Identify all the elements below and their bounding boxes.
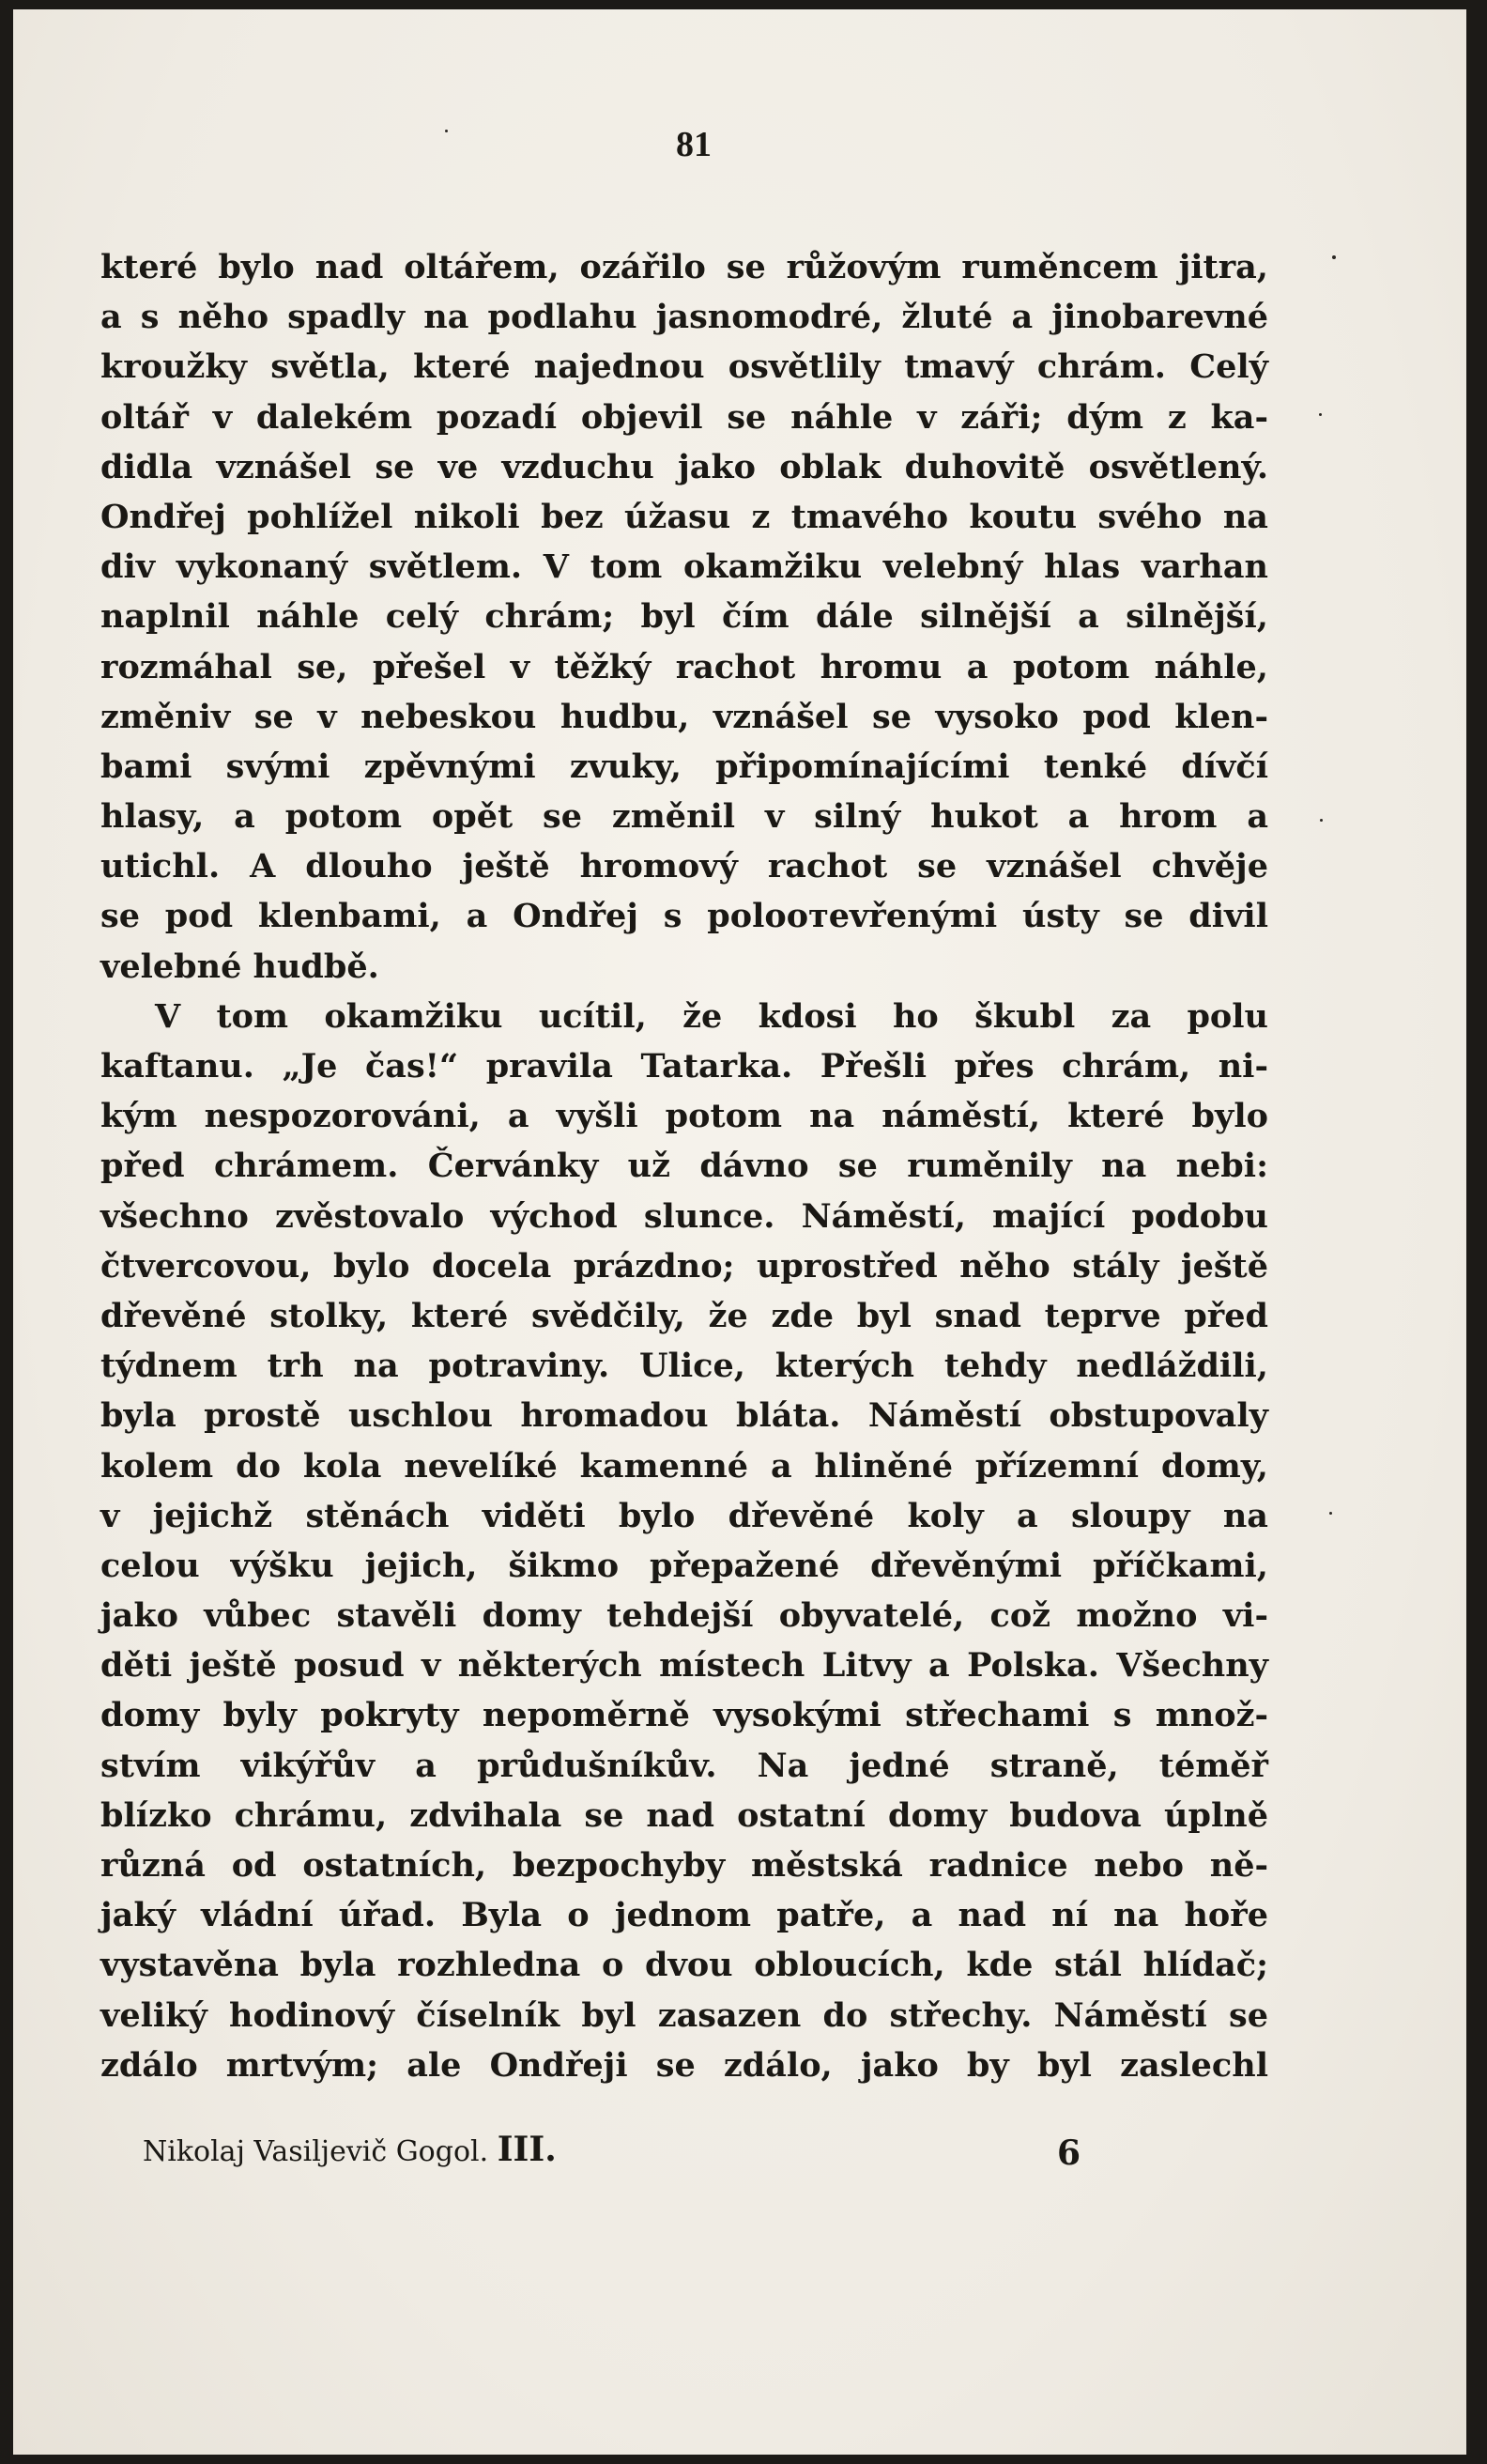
text-line: naplnil náhle celý chrám; byl čím dále silnější a silnější, bbox=[100, 597, 1268, 637]
footer-author: Nikolaj Vasiljevič Gogol. bbox=[143, 2135, 489, 2168]
page-number: 81 bbox=[676, 125, 712, 164]
text-line: hlasy, a potom opět se změnil v silný hukot a hrom a bbox=[100, 797, 1268, 837]
text-line: stvím vikýřův a průdušníkův. Na jedné straně, téměř bbox=[100, 1746, 1268, 1785]
scan-speck bbox=[1329, 1512, 1332, 1515]
text-line: velebné hudbě. bbox=[100, 947, 379, 986]
text-line: kroužky světla, které najednou osvětlily tmavý chrám. Celý bbox=[100, 347, 1268, 387]
text-line: se pod klenbami, a Ondřej s poloотevřenými ústy se divil bbox=[100, 897, 1268, 936]
scan-speck bbox=[1332, 255, 1336, 259]
text-line: před chrámem. Červánky už dávno se ruměnily na nebi: bbox=[100, 1147, 1268, 1186]
book-page bbox=[13, 9, 1466, 2455]
text-line: bami svými zpěvnými zvuky, připomínajícími tenké dívčí bbox=[100, 747, 1268, 786]
text-line: didla vznášel se ve vzduchu jako oblak duhovitě osvětlený. bbox=[100, 447, 1268, 486]
text-line: čtvercovou, bylo docela prázdno; uprostřed něho stály ještě bbox=[100, 1246, 1268, 1286]
text-line: jaký vládní úřad. Byla o jednom patře, a nad ní na hoře bbox=[100, 1896, 1268, 1935]
text-line: dřevěné stolky, které svědčily, že zde byl snad teprve před bbox=[100, 1296, 1268, 1335]
body-text bbox=[100, 242, 1268, 2090]
footer-sheet-number: 6 bbox=[1057, 2133, 1081, 2173]
text-line: v jejichž stěnách viděti bylo dřevěné koly a sloupy na bbox=[100, 1496, 1268, 1535]
text-line: veliký hodinový číselník byl zasazen do střechy. Náměstí se bbox=[100, 1995, 1268, 2035]
text-line: které bylo nad oltářem, ozářilo se růžovým ruměncem jitra, bbox=[100, 248, 1268, 286]
page-footer bbox=[13, 2130, 1466, 2186]
scan-speck bbox=[1319, 413, 1322, 416]
text-line: děti ještě posud v některých místech Litvy a Polska. Všechny bbox=[100, 1646, 1268, 1686]
scan-speck bbox=[445, 130, 448, 132]
text-line: oltář v dalekém pozadí objevil se náhle v záři; dým z ka- bbox=[100, 397, 1268, 437]
text-line: zdálo mrtvým; ale Ondřeji se zdálo, jako by byl zaslechl bbox=[100, 2045, 1268, 2085]
text-line: celou výšku jejich, šikmo přepažené dřevěnými příčkami, bbox=[100, 1546, 1268, 1585]
text-line: utichl. A dlouho ještě hromový rachot se vznášel chvěje bbox=[100, 847, 1268, 886]
footer-volume: III. bbox=[497, 2130, 557, 2169]
text-line: kým nespozorováni, a vyšli potom na náměstí, které bylo bbox=[100, 1097, 1268, 1136]
text-line: domy byly pokryty nepoměrně vysokými střechami s množ- bbox=[100, 1696, 1268, 1735]
text-line: byla prostě uschlou hromadou bláta. Náměstí obstupovaly bbox=[100, 1396, 1268, 1436]
text-line: změniv se v nebeskou hudbu, vznášel se vysoko pod klen- bbox=[100, 697, 1268, 736]
text-line: rozmáhal se, přešel v těžký rachot hromu a potom náhle, bbox=[100, 647, 1268, 686]
text-line: V tom okamžiku ucítil, že kdosi ho škubl za polu bbox=[155, 996, 1268, 1036]
text-line: kolem do kola nevelíké kamenné a hliněné přízemní domy, bbox=[100, 1446, 1268, 1486]
scan-speck bbox=[1320, 819, 1323, 822]
text-line: vystavěna byla rozhledna o dvou obloucích, kde stál hlídač; bbox=[100, 1946, 1268, 1985]
footer-signature bbox=[143, 2130, 557, 2169]
text-line: týdnem trh na potraviny. Ulice, kterých tehdy nedláždili, bbox=[100, 1347, 1268, 1386]
text-line: kaftanu. „Je čas!“ pravila Tatarka. Přešli přes chrám, ni- bbox=[100, 1047, 1268, 1086]
text-line: a s něho spadly na podlahu jasnomodré, žluté a jinobarevné bbox=[100, 298, 1268, 337]
text-line: všechno zvěstovalo východ slunce. Náměstí, mající podobu bbox=[100, 1196, 1268, 1236]
text-line: Ondřej pohlížel nikoli bez úžasu z tmavého koutu svého na bbox=[100, 497, 1268, 536]
text-line: jako vůbec stavěli domy tehdejší obyvatelé, což možno vi- bbox=[100, 1596, 1268, 1636]
text-line: div vykonaný světlem. V tom okamžiku velebný hlas varhan bbox=[100, 547, 1268, 587]
text-line: blízko chrámu, zdvihala se nad ostatní domy budova úplně bbox=[100, 1795, 1268, 1835]
text-line: různá od ostatních, bezpochyby městská radnice nebo ně- bbox=[100, 1846, 1268, 1885]
